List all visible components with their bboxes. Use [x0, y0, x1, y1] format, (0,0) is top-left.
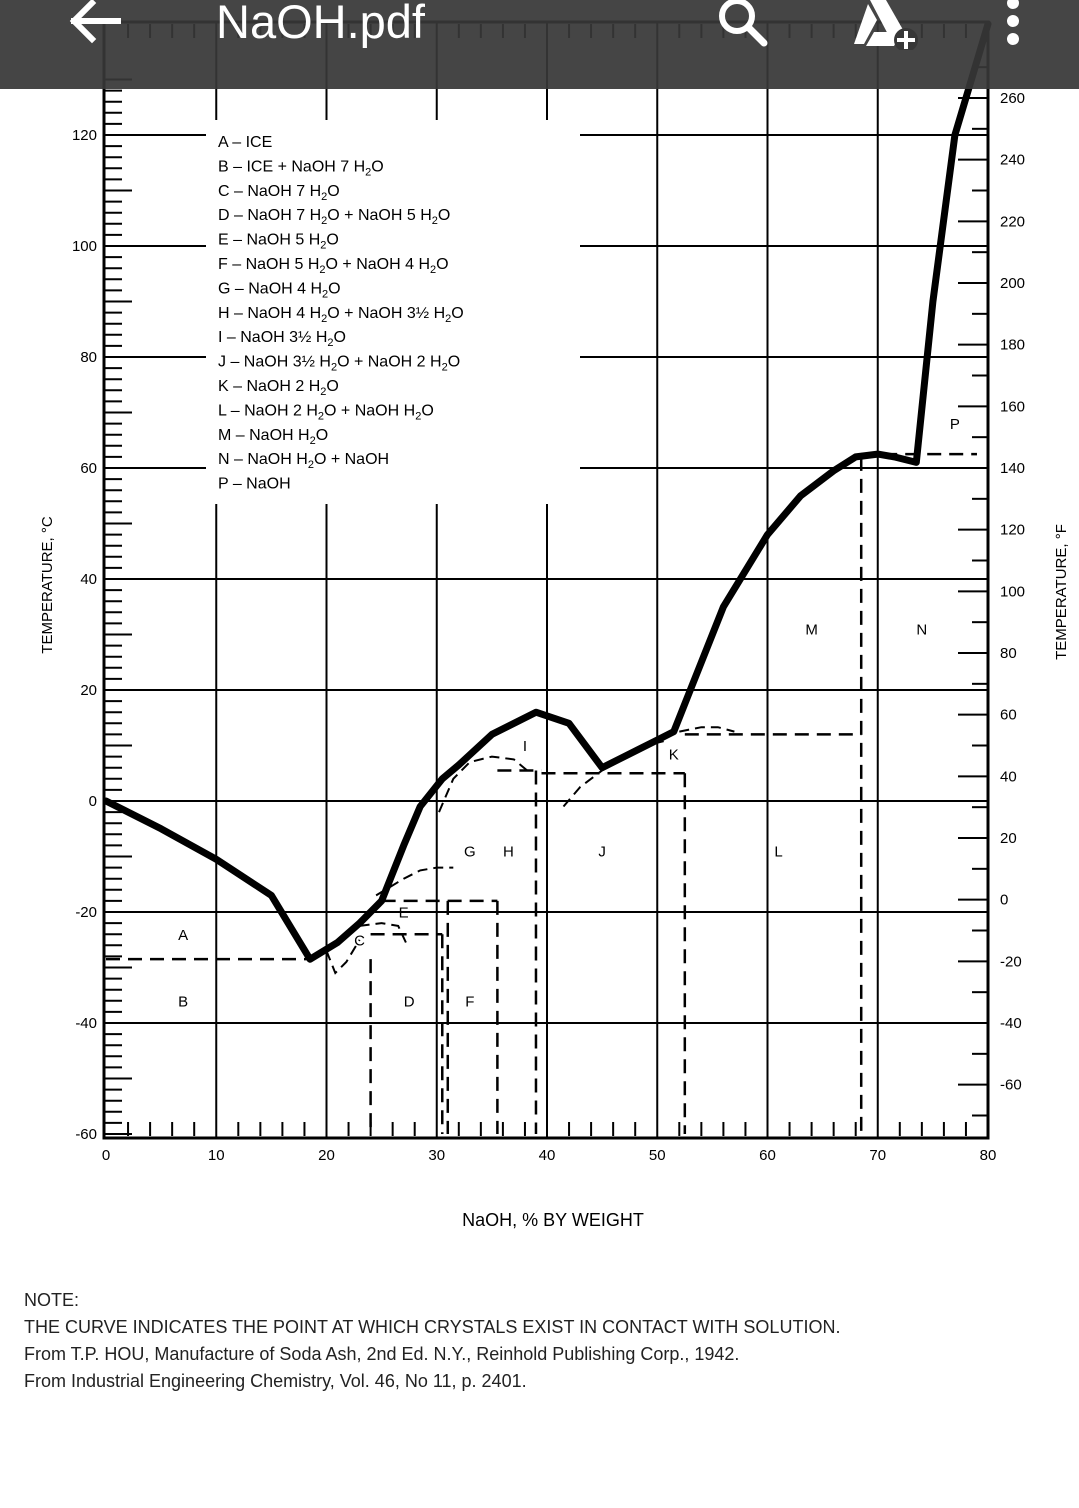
region-label-L: L: [774, 843, 783, 861]
y-tick-label-f: 160: [1000, 398, 1026, 416]
x-tick-label: 20: [318, 1147, 335, 1164]
legend-item-C: C – NaOH 7 $H_2O$: [218, 182, 340, 203]
legend-item-A: A – ICE: [218, 134, 273, 151]
y-tick-label-f: 200: [1000, 275, 1026, 292]
y-tick-label-c: 40: [80, 571, 97, 588]
legend-item-E: E – NaOH 5 $H_2O$: [218, 231, 339, 252]
legend-item-M: M – NaOH $H_2O$: [218, 426, 329, 447]
y-tick-label-f: 60: [1000, 706, 1017, 724]
note-heading: NOTE:: [24, 1290, 80, 1310]
y-tick-label-f: -20: [1000, 953, 1022, 971]
back-arrow-icon[interactable]: [66, 0, 126, 46]
y-tick-label-c: 80: [80, 349, 97, 366]
metastable-curve: [439, 757, 531, 813]
region-label-A: A: [178, 926, 189, 944]
y-tick-label-f: 80: [1000, 645, 1017, 662]
region-label-D: D: [403, 993, 415, 1011]
y-tick-label-f: 140: [1000, 460, 1026, 477]
legend-item-L: L – NaOH 2 $H_2O$ + NaOH $H_2O$: [218, 402, 434, 423]
legend-item-F: F – NaOH 5 $H_2O$ + NaOH 4 $H_2O$: [218, 256, 449, 276]
y-tick-label-c: 100: [71, 238, 97, 255]
y-tick-label-f: 100: [1000, 583, 1026, 601]
y-axis-title-right: TEMPERATURE, °F: [1053, 524, 1070, 660]
x-tick-label: 30: [428, 1147, 446, 1164]
region-label-E: E: [398, 904, 409, 922]
note-line-2: From T.P. HOU, Manufacture of Soda Ash, 2nd Ed. N.Y., Reinhold Publishing Corp., 1942.: [24, 1344, 740, 1364]
legend-item-H: H – NaOH 4 $H_2O$ + NaOH 3½ $H_2O$: [218, 304, 464, 325]
y-tick-label-c: 0: [88, 793, 97, 810]
x-tick-label: 0: [101, 1147, 111, 1164]
legend-item-B: B – ICE + NaOH 7 $H_2O$: [218, 158, 384, 179]
region-label-F: F: [465, 993, 475, 1011]
y-tick-label-f: 240: [1000, 151, 1026, 169]
y-axis-title-left: TEMPERATURE, °C: [39, 516, 56, 654]
y-tick-label-f: -60: [1000, 1076, 1022, 1094]
region-label-N: N: [916, 621, 928, 639]
drive-add-icon[interactable]: [852, 0, 922, 50]
y-tick-label-f: 40: [1000, 768, 1017, 786]
region-label-C: C: [354, 932, 365, 950]
y-tick-label-c: 120: [71, 127, 97, 144]
note-line-3: From Industrial Engineering Chemistry, Vol. 46, No 11, p. 2401.: [24, 1371, 527, 1391]
region-label-I: I: [522, 738, 528, 756]
y-tick-label-c: -60: [75, 1126, 97, 1143]
x-tick-label: 50: [648, 1147, 666, 1164]
note-line-1: THE CURVE INDICATES THE POINT AT WHICH CRYSTALS EXIST IN CONTACT WITH SOLUTION.: [24, 1317, 841, 1337]
y-tick-label-c: -40: [75, 1015, 97, 1032]
region-label-G: G: [463, 843, 476, 861]
x-tick-label: 60: [759, 1147, 776, 1164]
region-label-H: H: [502, 843, 514, 861]
note-section: [24, 1287, 840, 1395]
y-tick-label-f: 0: [1000, 891, 1009, 909]
x-tick-label: 80: [979, 1147, 997, 1164]
y-tick-label-f: 20: [1000, 830, 1017, 847]
region-label-J: J: [598, 843, 606, 861]
x-tick-label: 40: [538, 1147, 556, 1164]
x-axis-title: NaOH, % BY WEIGHT: [462, 1210, 644, 1230]
x-tick-label: 10: [207, 1147, 225, 1164]
legend-item-G: G – NaOH 4 $H_2O$: [218, 280, 341, 301]
y-tick-label-f: -40: [1000, 1015, 1022, 1032]
legend-item-N: N – NaOH $H_2O$ + NaOH: [218, 451, 390, 472]
region-label-P: P: [949, 416, 960, 434]
y-tick-label-c: -20: [75, 904, 97, 921]
metastable-curve: [360, 923, 406, 942]
region-label-B: B: [178, 993, 189, 1011]
metastable-curve: [679, 727, 734, 731]
document-title: NaOH.pdf: [216, 0, 425, 48]
legend-item-P: P – NaOH: [218, 475, 291, 493]
dashed-boundaries: [106, 454, 977, 1134]
legend-item-J: J – NaOH 3½ $H_2O$ + NaOH 2 $H_2O$: [218, 353, 461, 374]
y-tick-label-f: 120: [1000, 521, 1026, 539]
app-bar: [0, 0, 1079, 89]
more-vert-icon[interactable]: [998, 0, 1028, 48]
x-tick-label: 70: [869, 1147, 887, 1164]
y-tick-label-c: 20: [80, 682, 97, 699]
y-tick-label-c: 60: [80, 460, 97, 477]
legend-item-I: I – NaOH 3½ $H_2O$: [218, 329, 346, 350]
legend-item-K: K – NaOH 2 $H_2O$: [218, 378, 339, 398]
region-labels: [178, 416, 960, 1010]
legend-item-D: D – NaOH 7 $H_2O$ + NaOH 5 $H_2O$: [218, 207, 451, 228]
search-icon[interactable]: [712, 0, 772, 48]
y-tick-label-f: 220: [1000, 213, 1026, 231]
region-label-K: K: [668, 746, 679, 764]
region-label-M: M: [805, 621, 818, 639]
y-tick-label-f: 260: [1000, 90, 1026, 107]
y-tick-label-f: 180: [1000, 336, 1026, 354]
